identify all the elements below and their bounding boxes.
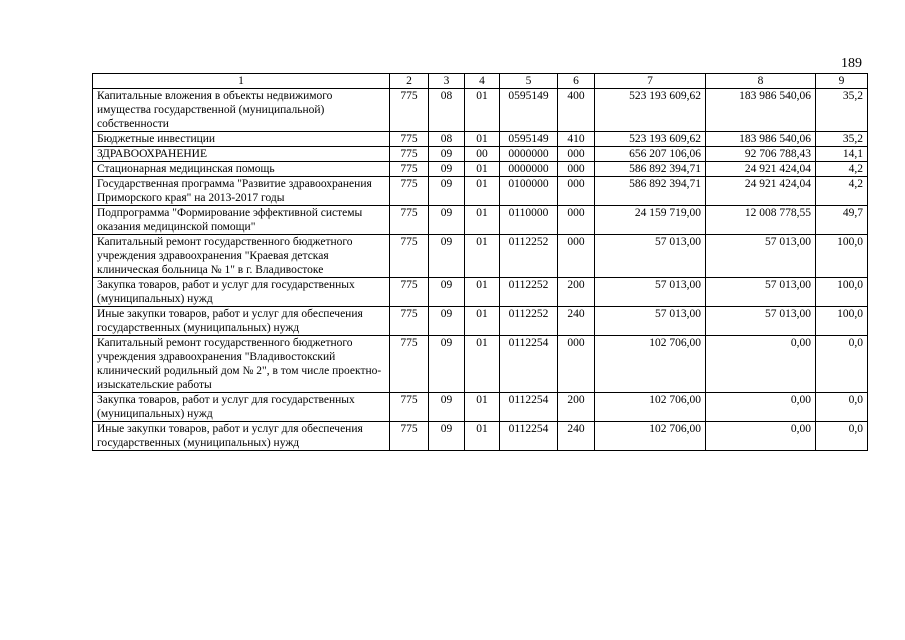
row-name-cell: Капитальный ремонт государственного бюджетного учреждения здравоохранения "Краевая детская клиническая больница № 1" в г. Владивостоке [93, 235, 390, 278]
admin-code-cell: 775 [390, 393, 429, 422]
expense-type-cell: 000 [558, 235, 595, 278]
section-cell: 09 [429, 235, 465, 278]
plan-amount-cell: 102 706,00 [595, 393, 706, 422]
table-row [93, 89, 868, 132]
expense-type-cell: 200 [558, 393, 595, 422]
target-article-cell: 0112254 [500, 422, 558, 451]
percent-cell: 49,7 [816, 206, 868, 235]
expense-type-cell: 000 [558, 147, 595, 162]
section-cell: 09 [429, 162, 465, 177]
percent-cell: 100,0 [816, 278, 868, 307]
target-article-cell: 0595149 [500, 89, 558, 132]
table-row [93, 132, 868, 147]
subsection-cell: 01 [465, 336, 500, 393]
row-name-cell: Иные закупки товаров, работ и услуг для обеспечения государственных (муниципальных) нужд [93, 422, 390, 451]
admin-code-cell: 775 [390, 278, 429, 307]
actual-amount-cell: 183 986 540,06 [706, 132, 816, 147]
admin-code-cell: 775 [390, 307, 429, 336]
expense-type-cell: 000 [558, 336, 595, 393]
column-header: 9 [816, 74, 868, 89]
plan-amount-cell: 523 193 609,62 [595, 132, 706, 147]
plan-amount-cell: 24 159 719,00 [595, 206, 706, 235]
admin-code-cell: 775 [390, 177, 429, 206]
row-name-cell: ЗДРАВООХРАНЕНИЕ [93, 147, 390, 162]
plan-amount-cell: 57 013,00 [595, 235, 706, 278]
plan-amount-cell: 656 207 106,06 [595, 147, 706, 162]
percent-cell: 100,0 [816, 307, 868, 336]
row-name-cell: Иные закупки товаров, работ и услуг для обеспечения государственных (муниципальных) нужд [93, 307, 390, 336]
row-name-cell: Капитальный ремонт государственного бюджетного учреждения здравоохранения "Владивостокский клинический родильный дом № 2", в том числе проектно-изыскательские работы [93, 336, 390, 393]
section-cell: 08 [429, 89, 465, 132]
plan-amount-cell: 586 892 394,71 [595, 162, 706, 177]
plan-amount-cell: 523 193 609,62 [595, 89, 706, 132]
header-row [93, 74, 868, 89]
column-header: 4 [465, 74, 500, 89]
table-row [93, 162, 868, 177]
column-header: 2 [390, 74, 429, 89]
budget-table [92, 73, 868, 451]
column-header: 5 [500, 74, 558, 89]
column-header: 6 [558, 74, 595, 89]
section-cell: 08 [429, 132, 465, 147]
expense-type-cell: 200 [558, 278, 595, 307]
plan-amount-cell: 586 892 394,71 [595, 177, 706, 206]
table-body [93, 89, 868, 451]
admin-code-cell: 775 [390, 336, 429, 393]
percent-cell: 0,0 [816, 422, 868, 451]
table-row [93, 177, 868, 206]
percent-cell: 100,0 [816, 235, 868, 278]
column-header: 1 [93, 74, 390, 89]
section-cell: 09 [429, 177, 465, 206]
expense-type-cell: 240 [558, 422, 595, 451]
target-article-cell: 0112254 [500, 393, 558, 422]
row-name-cell: Стационарная медицинская помощь [93, 162, 390, 177]
percent-cell: 35,2 [816, 89, 868, 132]
actual-amount-cell: 183 986 540,06 [706, 89, 816, 132]
row-name-cell: Капитальные вложения в объекты недвижимого имущества государственной (муниципальной) собственности [93, 89, 390, 132]
target-article-cell: 0595149 [500, 132, 558, 147]
plan-amount-cell: 102 706,00 [595, 336, 706, 393]
subsection-cell: 01 [465, 206, 500, 235]
plan-amount-cell: 57 013,00 [595, 307, 706, 336]
table-row [93, 278, 868, 307]
actual-amount-cell: 12 008 778,55 [706, 206, 816, 235]
actual-amount-cell: 57 013,00 [706, 307, 816, 336]
row-name-cell: Закупка товаров, работ и услуг для государственных (муниципальных) нужд [93, 278, 390, 307]
target-article-cell: 0112252 [500, 278, 558, 307]
table-row [93, 393, 868, 422]
section-cell: 09 [429, 206, 465, 235]
actual-amount-cell: 24 921 424,04 [706, 177, 816, 206]
subsection-cell: 01 [465, 307, 500, 336]
section-cell: 09 [429, 336, 465, 393]
row-name-cell: Государственная программа "Развитие здравоохранения Приморского края" на 2013-2017 годы [93, 177, 390, 206]
table-row [93, 307, 868, 336]
percent-cell: 14,1 [816, 147, 868, 162]
target-article-cell: 0112252 [500, 235, 558, 278]
row-name-cell: Подпрограмма "Формирование эффективной системы оказания медицинской помощи" [93, 206, 390, 235]
actual-amount-cell: 24 921 424,04 [706, 162, 816, 177]
percent-cell: 4,2 [816, 162, 868, 177]
expense-type-cell: 000 [558, 177, 595, 206]
expense-type-cell: 400 [558, 89, 595, 132]
subsection-cell: 01 [465, 393, 500, 422]
plan-amount-cell: 102 706,00 [595, 422, 706, 451]
percent-cell: 4,2 [816, 177, 868, 206]
expense-type-cell: 000 [558, 162, 595, 177]
section-cell: 09 [429, 278, 465, 307]
actual-amount-cell: 0,00 [706, 393, 816, 422]
expense-type-cell: 410 [558, 132, 595, 147]
subsection-cell: 01 [465, 422, 500, 451]
row-name-cell: Бюджетные инвестиции [93, 132, 390, 147]
expense-type-cell: 240 [558, 307, 595, 336]
percent-cell: 0,0 [816, 336, 868, 393]
table-row [93, 336, 868, 393]
page-number: 189 [841, 56, 862, 71]
subsection-cell: 01 [465, 177, 500, 206]
section-cell: 09 [429, 393, 465, 422]
actual-amount-cell: 0,00 [706, 336, 816, 393]
percent-cell: 35,2 [816, 132, 868, 147]
table-row [93, 206, 868, 235]
admin-code-cell: 775 [390, 422, 429, 451]
expense-type-cell: 000 [558, 206, 595, 235]
column-header: 3 [429, 74, 465, 89]
admin-code-cell: 775 [390, 235, 429, 278]
plan-amount-cell: 57 013,00 [595, 278, 706, 307]
admin-code-cell: 775 [390, 132, 429, 147]
row-name-cell: Закупка товаров, работ и услуг для государственных (муниципальных) нужд [93, 393, 390, 422]
table-row [93, 235, 868, 278]
target-article-cell: 0000000 [500, 162, 558, 177]
section-cell: 09 [429, 147, 465, 162]
actual-amount-cell: 57 013,00 [706, 235, 816, 278]
actual-amount-cell: 57 013,00 [706, 278, 816, 307]
section-cell: 09 [429, 307, 465, 336]
admin-code-cell: 775 [390, 147, 429, 162]
target-article-cell: 0112252 [500, 307, 558, 336]
target-article-cell: 0110000 [500, 206, 558, 235]
subsection-cell: 00 [465, 147, 500, 162]
admin-code-cell: 775 [390, 89, 429, 132]
actual-amount-cell: 0,00 [706, 422, 816, 451]
section-cell: 09 [429, 422, 465, 451]
table-row [93, 422, 868, 451]
admin-code-cell: 775 [390, 162, 429, 177]
admin-code-cell: 775 [390, 206, 429, 235]
target-article-cell: 0112254 [500, 336, 558, 393]
target-article-cell: 0100000 [500, 177, 558, 206]
column-header: 8 [706, 74, 816, 89]
subsection-cell: 01 [465, 89, 500, 132]
subsection-cell: 01 [465, 132, 500, 147]
actual-amount-cell: 92 706 788,43 [706, 147, 816, 162]
subsection-cell: 01 [465, 162, 500, 177]
percent-cell: 0,0 [816, 393, 868, 422]
table-row [93, 147, 868, 162]
target-article-cell: 0000000 [500, 147, 558, 162]
column-header: 7 [595, 74, 706, 89]
subsection-cell: 01 [465, 235, 500, 278]
subsection-cell: 01 [465, 278, 500, 307]
